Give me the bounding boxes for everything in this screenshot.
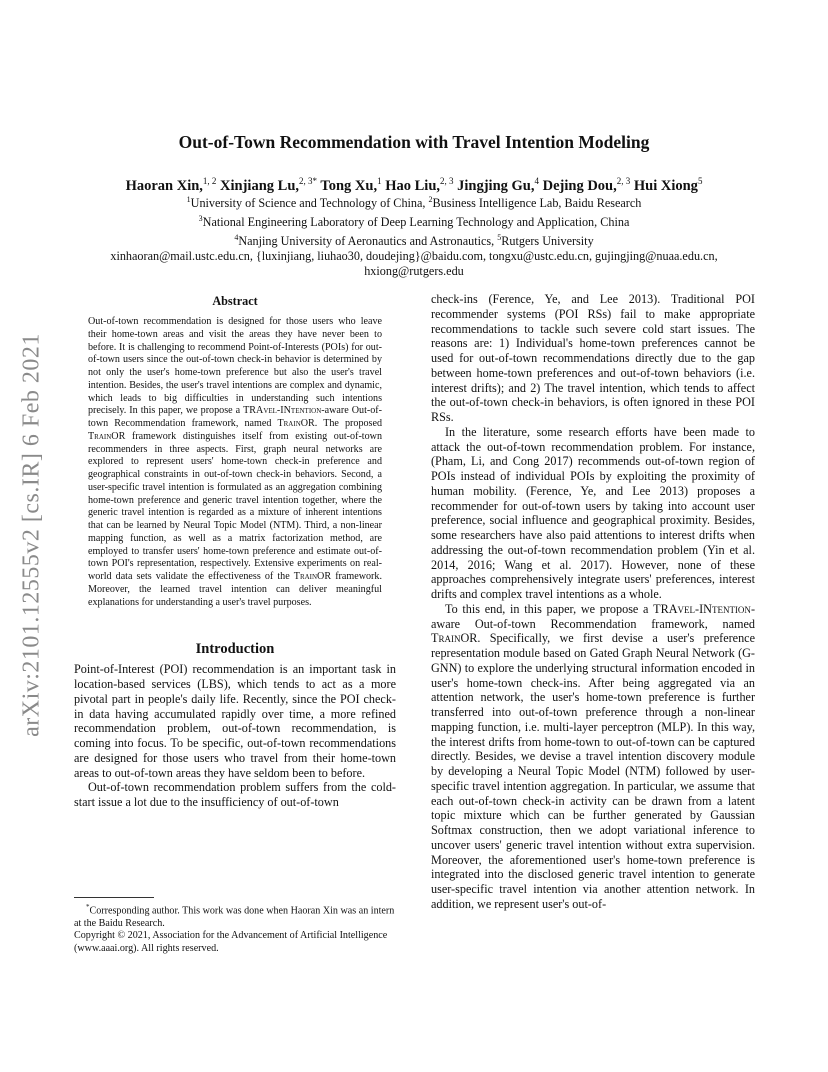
author: Haoran Xin,$^{1, 2}$ (125, 176, 217, 194)
abstract-heading: Abstract (212, 294, 258, 308)
affiliations (40, 192, 788, 279)
affiliation-line: $^4$Nanjing University of Aeronautics and Astronautics, $^5$Rutgers University (234, 233, 594, 249)
right-column (431, 292, 755, 912)
abstract-paragraph: Out-of-town recommendation is designed for those users who leave their home-town areas and visit the areas they have never been to before. It is challenging to recommend Point-of-Interests (POIs) for out-of-town users since the out-of-town check-in behavior is determined by not only the user's home-town preference but also the user's travel intention. Besides, the user's travel intentions are complex and dynamic, which leads to big difficulties in understanding such intentions precisely. In this paper, we propose a TRAvel-INtention-aware Out-of-town Recommendation framework, named TrainOR. The proposed TrainOR framework distinguishes itself from existing out-of-town recommenders in three aspects. First, graph neural networks are explored to represent users' home-town check-in preference and geographical constraints in out-of-town check-in behaviors. Second, a user-specific travel intention is formulated as an aggregation combining home-town preference and generic travel intention together, where the generic travel intention is regarded as a mixture of inherent intentions that can be learned by Neural Topic Model (NTM). Third, a non-linear mapping function, as well as a matrix factorization method, are employed to transfer users' home-town preference and estimate out-of-town POI's representation, respectively. Extensive experiments on real-world data sets validate the effectiveness of the TrainOR framework. Moreover, the learned travel intention can deliver meaningful explanations for understanding a user's travel purposes. (88, 316, 383, 608)
author: Tong Xu,$^1$ (320, 176, 382, 194)
abstract-body (88, 316, 382, 609)
body-paragraph: To this end, in this paper, we propose a TRAvel-INtention-aware Out-of-town Recommendation framework, named TrainOR. Specifically, we first devise a user's preference representation module based on Gated Graph Neural Network (G-GNN) to explore the underlying structural information encoded in user's home-town check-ins. After being aggregated via an attention network, the user's home-town preference is further transferred into out-of-town preference through a non-linear mapping function, i.e. multi-layer perceptron (MLP). In this way, the interest drifts from home-town to out-of-town can be captured directly. Besides, we devise a travel intention discovery module by developing a Neural Topic Model (NTM) followed by user-specific travel intention aggregation. In particular, we assume that each out-of-town check-in activity can be drawn from a latent topic mixture which can be further generated by Gaussian Softmax construction, then we adopt variational inference to uncover users' generic travel intention without extra supervision. Moreover, the aforementioned user's home-town preference is integrated into the disclosed generic travel intention to generate user-specific travel intention via another attention network. In addition, we represent user's out-of- (431, 601, 755, 911)
footnotes (74, 901, 396, 955)
email-line: xinhaoran@mail.ustc.edu.cn, {luxinjiang, liuhao30, doudejing}@baidu.com, tongxu@ustc.edu.cn, gujingjing@nuaa.edu.cn, (110, 249, 718, 264)
author: Jingjing Gu,$^4$ (457, 176, 539, 194)
left-column (74, 294, 396, 810)
introduction-body (74, 662, 396, 810)
body-paragraph: Point-of-Interest (POI) recommendation is an important task in location-based services (LBS), which tends to act as a more pivotal part in people's daily life. Recently, since the POI check-in data having accumulated rapidly over time, a more refined recommendation problem, out-of-town recommendation, is coming into focus. To be specific, out-of-town recommendations are designed for those users who travel from their home-town areas to out-of-town areas they have seldom been to before. (74, 662, 396, 780)
right-column-body (431, 292, 755, 912)
copyright-notice: Copyright © 2021, Association for the Advancement of Artificial Intelligence (www.aaai.org). All rights reserved. (74, 930, 388, 954)
paper-title: Out-of-Town Recommendation with Travel Intention Modeling (178, 132, 650, 152)
footnote-divider (74, 897, 154, 898)
author: Dejing Dou,$^{2, 3}$ (542, 176, 631, 194)
affiliation-line: $^1$University of Science and Technology of China, $^2$Business Intelligence Lab, Baidu Research (186, 195, 642, 211)
affiliation-line: $^3$National Engineering Laboratory of Deep Learning Technology and Application, China (198, 214, 630, 230)
arxiv-identifier: arXiv:2101.12555v2 [cs.IR] 6 Feb 2021 (18, 333, 45, 737)
footnote-corresponding-author: *Corresponding author. This work was done when Haoran Xin was an intern at the Baidu Research. (74, 903, 395, 929)
introduction-heading: Introduction (195, 641, 275, 658)
author: Hui Xiong$^5$ (633, 176, 703, 194)
arxiv-side-label (2, 300, 62, 770)
author: Xinjiang Lu,$^{2, 3*}$ (220, 176, 318, 194)
body-paragraph: Out-of-town recommendation problem suffers from the cold-start issue a lot due to the insufficiency of out-of-town (74, 780, 396, 809)
email-line: hxiong@rutgers.edu (364, 264, 464, 279)
body-paragraph: check-ins (Ference, Ye, and Lee 2013). Traditional POI recommender systems (POI RSs) fail to make appropriate recommendations to tackle such severe cold start issues. The reasons are: 1) Individual's home-town preferences cannot be used for out-of-town recommendations directly due to the gap between home-town preferences and out-of-town behaviors (i.e. interest drifts); and 2) The travel intention, which tends to affect the out-of-town check-in behaviors, is often ignored in these POI RSs. (431, 292, 755, 424)
author: Hao Liu,$^{2, 3}$ (385, 176, 454, 194)
body-paragraph: In the literature, some research efforts have been made to attack the out-of-town recommendation problem. For instance, (Pham, Li, and Cong 2017) recommends out-of-town region of POIs instead of individual POIs by exploiting the proximity of human mobility. (Ference, Ye, and Lee 2013) proposes a recommender for out-of-town users by taking into account user preference, social influence and geographical proximity. Besides, some researchers have also paid attentions to interest drifts when addressing the out-of-town recommendation problem (Yin et al. 2014, 2016; Wang et al. 2017). However, none of these approaches comprehensively integrate users' preferences, interest drifts and complex travel intentions as a whole. (431, 424, 755, 601)
